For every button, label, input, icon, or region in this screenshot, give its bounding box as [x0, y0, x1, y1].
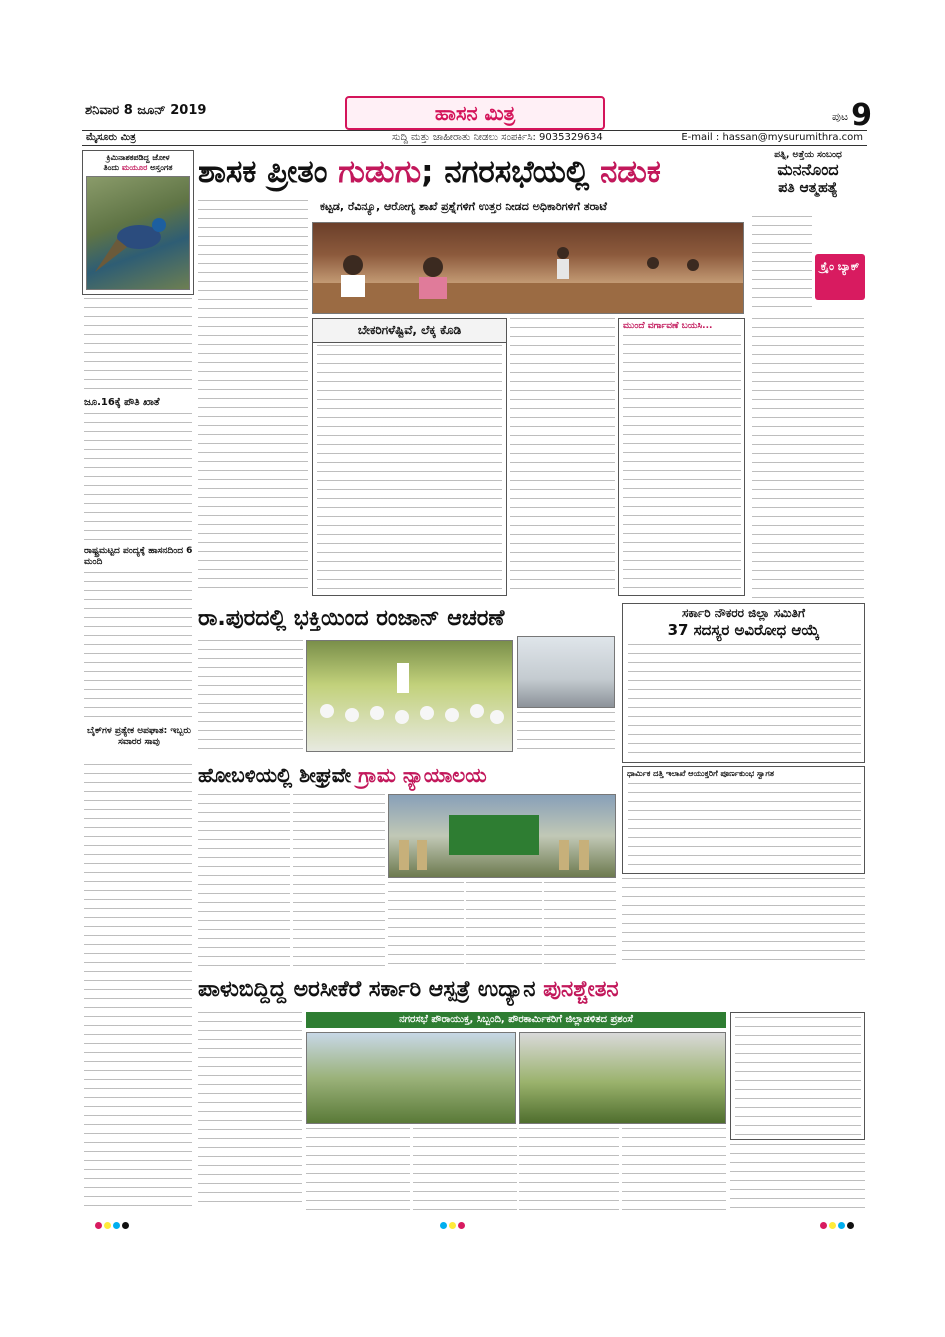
religious-box — [622, 766, 865, 874]
meeting-illustration — [313, 223, 744, 314]
left-photo-head-b: ತಿಂದು — [103, 163, 120, 172]
story4-side-text — [735, 1017, 861, 1137]
story1-side-box — [618, 318, 745, 596]
court-event-illustration — [389, 795, 616, 878]
email-line: E-mail : hassan@mysurumithra.com — [681, 132, 863, 143]
header-subbar — [82, 130, 867, 146]
story1-subhead: ಕಟ್ಟಡ, ರೆವಿನ್ಯೂ, ಆರೋಗ್ಯ ಶಾಖೆ ಪ್ರಶ್ನೆಗಳಿಗೆ ಉತ್ತರ ನೀಡದ ಅಧಿಕಾರಿಗಳಿಗೆ ತರಾಟೆ — [320, 200, 607, 213]
swatch-8 — [820, 1222, 827, 1229]
swatch-2 — [104, 1222, 111, 1229]
committee-text — [628, 644, 861, 760]
committee-head-b: 37 ಸದಸ್ಯರ ಅವಿರೋಧ ಆಯ್ಕೆ — [667, 621, 820, 639]
committee-head-a: ಸರ್ಕಾರಿ ನೌಕರರ ಜಿಲ್ಲಾ ಸಮಿತಿಗೆ — [681, 606, 805, 620]
story3-head-b: ಗ್ರಾಮ ನ್ಯಾಯಾಲಯ — [358, 763, 487, 787]
page-label: ಪುಟ — [832, 109, 849, 123]
story1-headline — [198, 152, 743, 192]
story4-col-5 — [622, 1128, 726, 1210]
crime-headline — [752, 150, 864, 196]
swatch-5 — [440, 1222, 447, 1229]
left-photo-head-a: ಕ್ರಿಮಿನಾಶಕಪಡಿದ್ದ ಜೋಳ — [106, 153, 170, 162]
story3-col-5 — [544, 882, 616, 966]
religious-text — [628, 783, 861, 871]
story3-col-1 — [198, 794, 290, 966]
story1-col-3 — [510, 318, 615, 596]
story1-head-b: ಗುಡುಗು — [338, 154, 422, 190]
committee-box — [622, 603, 865, 763]
left-photo-head-c: ಮಯೂರ — [121, 163, 148, 172]
page-number — [832, 98, 872, 133]
swatch-4 — [122, 1222, 129, 1229]
story4-side-col — [730, 1144, 865, 1210]
crime-col-text-b — [752, 318, 864, 598]
story3-headline — [198, 760, 618, 790]
footer-swatches-right — [820, 1214, 856, 1233]
story4-headline — [198, 973, 818, 1007]
peacock-illustration — [87, 177, 190, 290]
story3-col-2 — [293, 794, 385, 966]
left-photo-headline — [83, 151, 193, 175]
side-box-head: ಮುಂದೆ ವರ್ಗಾವಣೆ ಬಯಸಿ... — [623, 321, 713, 331]
issue-date: ಶನಿವಾರ 8 ಜೂನ್ 2019 — [85, 103, 207, 118]
peacock-photo — [86, 176, 190, 290]
story1-col-1 — [198, 200, 308, 595]
crime-head-3: ಪತಿ ಆತ್ಮಹತ್ಯೆ — [778, 180, 838, 196]
page-number-value: 9 — [851, 98, 873, 133]
religious-head: ಧಾರ್ಮಿಕ ದತ್ತಿ ಇಲಾಖೆ ಆಯುಕ್ತರಿಗೆ ಪೂರ್ಣಕುಂಭ ಸ್ವಾಗತ — [627, 769, 774, 778]
swatch-9 — [829, 1222, 836, 1229]
bakery-box-head: ಬೇಕರಿಗಳೆಷ್ಟಿವೆ, ಲೆಕ್ಕ ಕೊಡಿ — [313, 319, 506, 343]
story4-col-1 — [198, 1012, 302, 1210]
left-head-2: ಜೂ.16ಕ್ಕೆ ಪೌತಿ ಖಾತೆ — [84, 397, 160, 408]
story3-col-3 — [388, 882, 464, 966]
footer-swatches-center — [440, 1214, 467, 1233]
contact-line: ಸುದ್ದಿ ಮತ್ತು ಜಾಹೀರಾತು ನೀಡಲು ಸಂಪರ್ಕಿಸಿ: 9035329634 — [392, 132, 603, 143]
story4-col-2 — [306, 1128, 410, 1210]
left-col-text-1 — [84, 298, 192, 393]
left-col-text-3 — [84, 572, 192, 722]
story1-bakery-box — [312, 318, 507, 596]
story2-col-1 — [198, 640, 303, 752]
council-meeting-photo — [312, 222, 744, 314]
left-head-3: ರಾಷ್ಟ್ರಮಟ್ಟದ ಪಂದ್ಯಕ್ಕೆ ಹಾಸನದಿಂದ 6 ಮಂದಿ — [84, 546, 193, 567]
crime-head-1: ಪತ್ನಿ, ಅತ್ತೆಯ ಸಂಬಂಧ — [774, 150, 842, 160]
court-event-photo — [388, 794, 616, 878]
swatch-1 — [95, 1222, 102, 1229]
story4-head-a: ಪಾಳುಬಿದ್ದಿದ್ದ ಅರಸೀಕೆರೆ ಸರ್ಕಾರಿ ಆಸ್ಪತ್ರೆ ಉದ್ಯಾನ — [198, 977, 536, 1002]
story2-headline: ರಾ.ಪುರದಲ್ಲಿ ಭಕ್ತಿಯಿಂದ ರಂಜಾನ್ ಆಚರಣೆ — [198, 606, 505, 631]
swatch-3 — [113, 1222, 120, 1229]
footer-swatches-left — [95, 1214, 131, 1233]
paper-name: ಮೈಸೂರು ಮಿತ್ರ — [86, 132, 136, 143]
story4-col-4 — [519, 1128, 619, 1210]
left-col-text-2 — [84, 413, 192, 543]
ramzan-crowd-photo — [517, 636, 615, 708]
story4-col-3 — [413, 1128, 517, 1210]
bakery-box-text — [317, 345, 502, 593]
swatch-10 — [838, 1222, 845, 1229]
religious-continued — [622, 878, 865, 966]
garden-cleanup-photo-2 — [519, 1032, 726, 1124]
story1-head-d: ನಡುಕ — [600, 154, 661, 190]
crime-col-text-a — [752, 216, 812, 314]
left-head-4: ಬೈಕ್‌ಗಳ ಪ್ರತ್ಯೇಕ ಅಪಘಾತ: ಇಬ್ಬರು ಸವಾರರ ಸಾವು — [87, 726, 191, 747]
story4-head-b: ಪುನಶ್ಚೇತನ — [543, 977, 619, 1002]
ramzan-prayer-photo — [306, 640, 513, 752]
garden-cleanup-photo-1 — [306, 1032, 516, 1124]
story3-col-4 — [466, 882, 542, 966]
crime-back-badge: ಕ್ರೈಂ ಬ್ಯಾಕ್ — [815, 254, 865, 300]
left-photo-head-d: ಅಸ್ತಂಗತ — [150, 163, 173, 172]
masthead-title: ಹಾಸನ ಮಿತ್ರ — [345, 96, 605, 130]
story1-head-c: ; ನಗರಸಭೆಯಲ್ಲಿ — [421, 154, 590, 190]
swatch-11 — [847, 1222, 854, 1229]
left-col-text-4 — [84, 764, 192, 1209]
story3-head-a: ಹೋಬಳಿಯಲ್ಲಿ ಶೀಘ್ರವೇ — [198, 763, 352, 787]
left-photo-box — [82, 150, 194, 295]
swatch-6 — [449, 1222, 456, 1229]
crime-head-2: ಮನನೊಂದ — [777, 160, 839, 179]
story4-side-box — [730, 1012, 865, 1140]
story4-subhead: ನಗರಸಭೆ ಪೌರಾಯುಕ್ತ, ಸಿಬ್ಬಂದಿ, ಪೌರಕಾರ್ಮಿಕರಿಗೆ ಜಿಲ್ಲಾಡಳಿತದ ಪ್ರಶಂಸೆ — [306, 1012, 726, 1028]
prayer-illustration — [307, 641, 513, 752]
story2-col-3 — [517, 712, 615, 752]
side-box-text — [623, 335, 741, 593]
story1-head-a: ಶಾಸಕ ಪ್ರೀತಂ — [198, 154, 328, 190]
swatch-7 — [458, 1222, 465, 1229]
